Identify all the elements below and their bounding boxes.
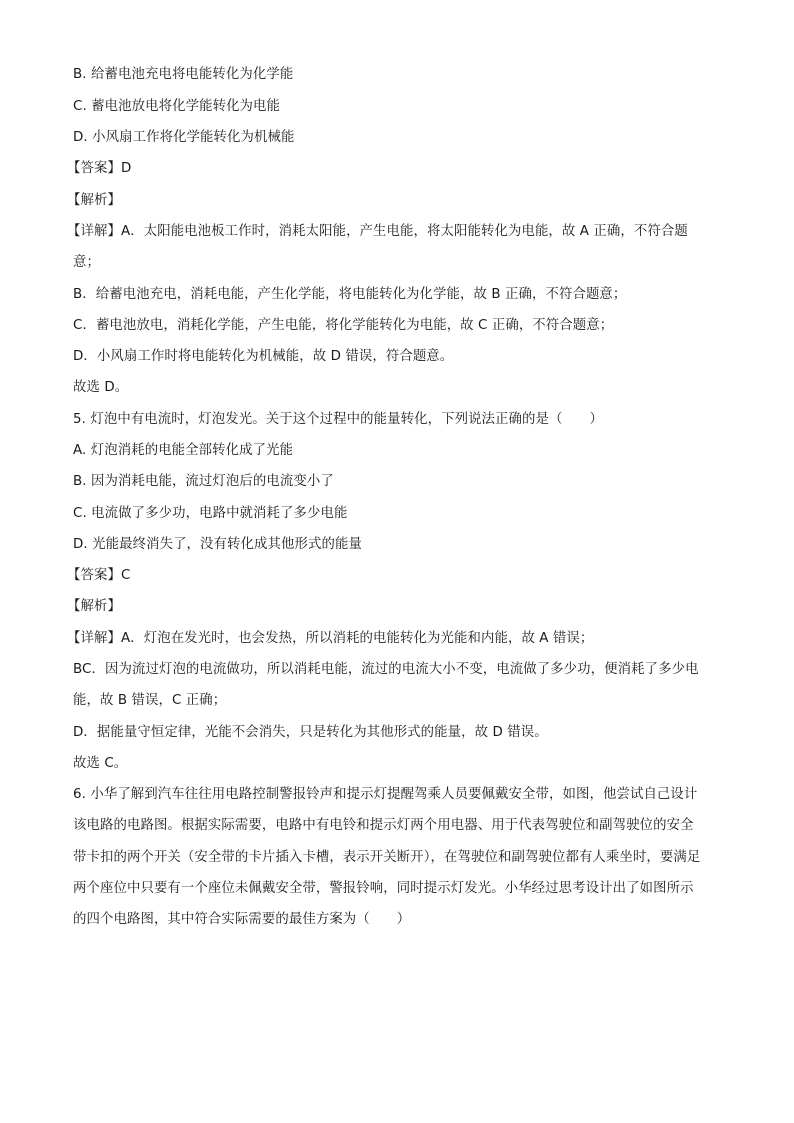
answer-label: 【答案】C — [67, 568, 131, 583]
answer-label: 【答案】D — [67, 161, 132, 176]
detail-line: BC．因为流过灯泡的电流做功，所以消耗电能，流过的电流大小不变，电流做了多少功，便消耗了多少电 — [73, 662, 699, 677]
option-d-line: D. 小风扇工作将化学能转化为机械能 — [73, 130, 295, 145]
question-6-stem: 的四个电路图，其中符合实际需要的最佳方案为（ ） — [73, 912, 411, 927]
detail-line: 【详解】A．太阳能电池板工作时，消耗太阳能，产生电能，将太阳能转化为电能，故 A 正确，不符合题 — [67, 224, 688, 239]
question-6-stem: 带卡扣的两个开关（安全带的卡片插入卡槽，表示开关断开），在驾驶位和副驾驶位都有人乘坐时，要满足 — [73, 850, 701, 865]
conclusion-line: 故选 D。 — [73, 380, 129, 395]
option-c-line: C. 蓄电池放电将化学能转化为电能 — [73, 99, 281, 114]
detail-line: C．蓄电池放电，消耗化学能，产生电能，将化学能转化为电能，故 C 正确，不符合题意； — [73, 318, 614, 333]
question-5-option-a: A. 灯泡消耗的电能全部转化成了光能 — [73, 443, 294, 458]
question-6-stem: 该电路的电路图。根据实际需要，电路中有电铃和提示灯两个用电器、用于代表驾驶位和副驾驶位的安全 — [73, 818, 694, 833]
question-5-option-c: C. 电流做了多少功，电路中就消耗了多少电能 — [73, 506, 348, 521]
analysis-label: 【解析】 — [67, 193, 121, 208]
question-6-stem: 6. 小华了解到汽车往往用电路控制警报铃声和提示灯提醒驾乘人员要佩戴安全带，如图，他尝试自己设计 — [73, 787, 698, 802]
analysis-label: 【解析】 — [67, 599, 121, 614]
detail-line: 能，故 B 错误，C 正确； — [73, 693, 227, 708]
question-5-option-b: B. 因为消耗电能，流过灯泡后的电流变小了 — [73, 474, 334, 489]
detail-line: D．据能量守恒定律，光能不会消失，只是转化为其他形式的能量，故 D 错误。 — [73, 725, 548, 740]
question-6-stem: 两个座位中只要有一个座位未佩戴安全带，警报铃响，同时提示灯发光。小华经过思考设计出了如图所示 — [73, 881, 694, 896]
detail-line: D．小风扇工作时将电能转化为机械能，故 D 错误，符合题意。 — [73, 349, 454, 364]
question-5-stem: 5. 灯泡中有电流时，灯泡发光。关于这个过程中的能量转化，下列说法正确的是（ ） — [73, 412, 603, 427]
detail-line: 意； — [73, 255, 100, 270]
conclusion-line: 故选 C。 — [73, 756, 128, 771]
detail-line: 【详解】A．灯泡在发光时，也会发热，所以消耗的电能转化为光能和内能，故 A 错误； — [67, 631, 594, 646]
question-5-option-d: D. 光能最终消失了，没有转化成其他形式的能量 — [73, 537, 362, 552]
detail-line: B．给蓄电池充电，消耗电能，产生化学能，将电能转化为化学能，故 B 正确，不符合题意； — [73, 287, 627, 302]
option-b-line: B. 给蓄电池充电将电能转化为化学能 — [73, 67, 294, 82]
